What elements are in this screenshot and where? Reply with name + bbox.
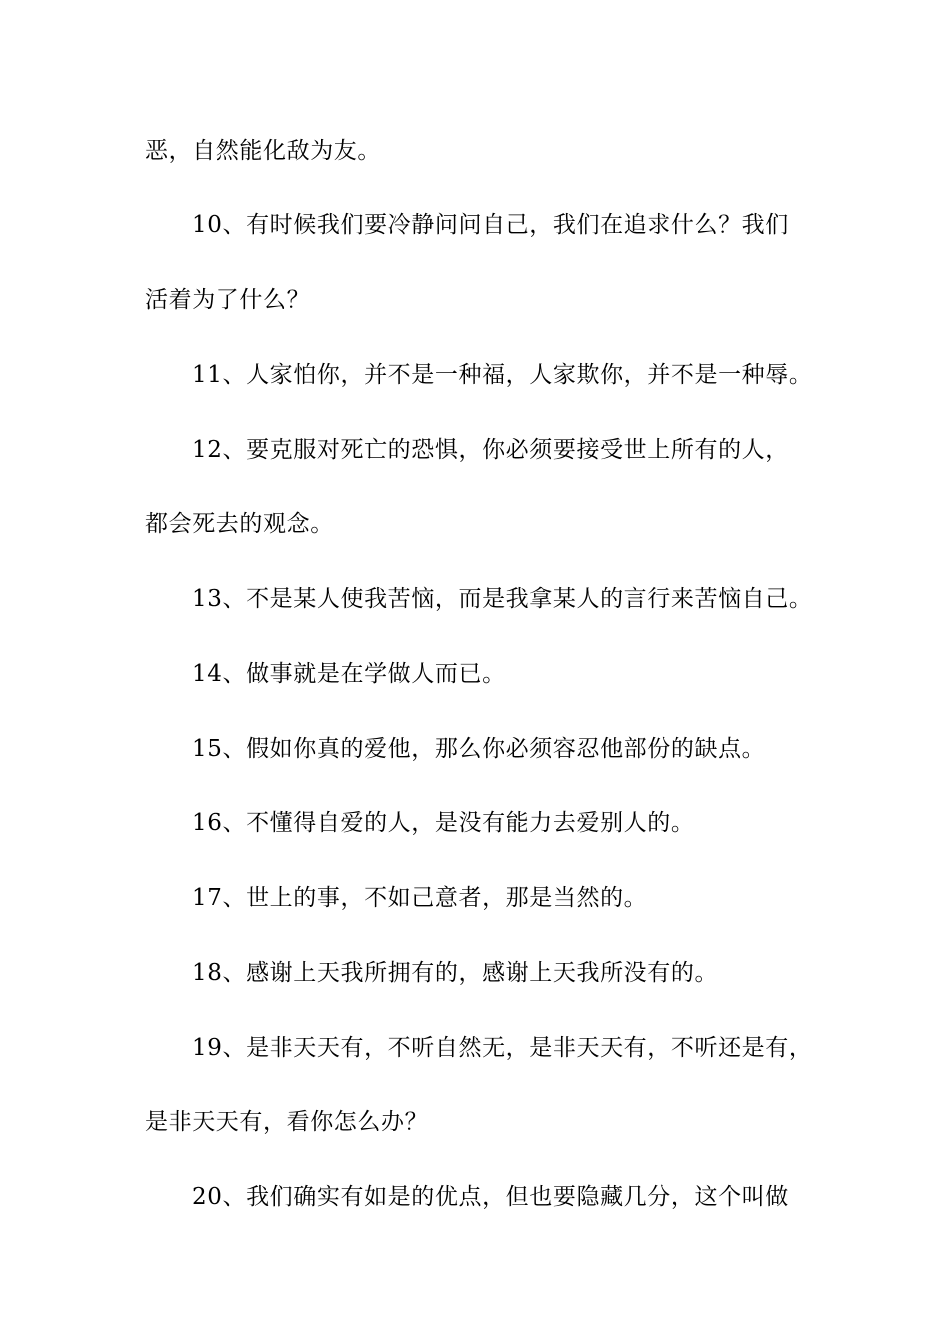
text-line-11: 17、世上的事，不如己意者，那是当然的。	[192, 885, 648, 911]
text-line-3: 活着为了什么？	[145, 287, 311, 313]
text-line-1: 恶，自然能化敌为友。	[145, 138, 381, 164]
text-line-14: 是非天天有，看你怎么办？	[145, 1109, 429, 1135]
text-line-2: 10、有时候我们要冷静问问自己，我们在追求什么？我们	[192, 212, 789, 238]
text-line-4: 11、人家怕你，并不是一种福，人家欺你，并不是一种辱。	[192, 362, 813, 388]
text-line-8: 14、做事就是在学做人而已。	[192, 661, 506, 687]
text-line-5: 12、要克服对死亡的恐惧，你必须要接受世上所有的人，	[192, 437, 789, 463]
text-line-9: 15、假如你真的爱他，那么你必须容忍他部份的缺点。	[192, 736, 766, 762]
text-line-6: 都会死去的观念。	[145, 511, 334, 537]
text-line-13: 19、是非天天有，不听自然无，是非天天有，不听还是有，	[192, 1035, 813, 1061]
text-line-15: 20、我们确实有如是的优点，但也要隐藏几分，这个叫做	[192, 1184, 789, 1210]
text-line-12: 18、感谢上天我所拥有的，感谢上天我所没有的。	[192, 960, 719, 986]
text-line-10: 16、不懂得自爱的人，是没有能力去爱别人的。	[192, 810, 695, 836]
text-line-7: 13、不是某人使我苦恼，而是我拿某人的言行来苦恼自己。	[192, 586, 813, 612]
